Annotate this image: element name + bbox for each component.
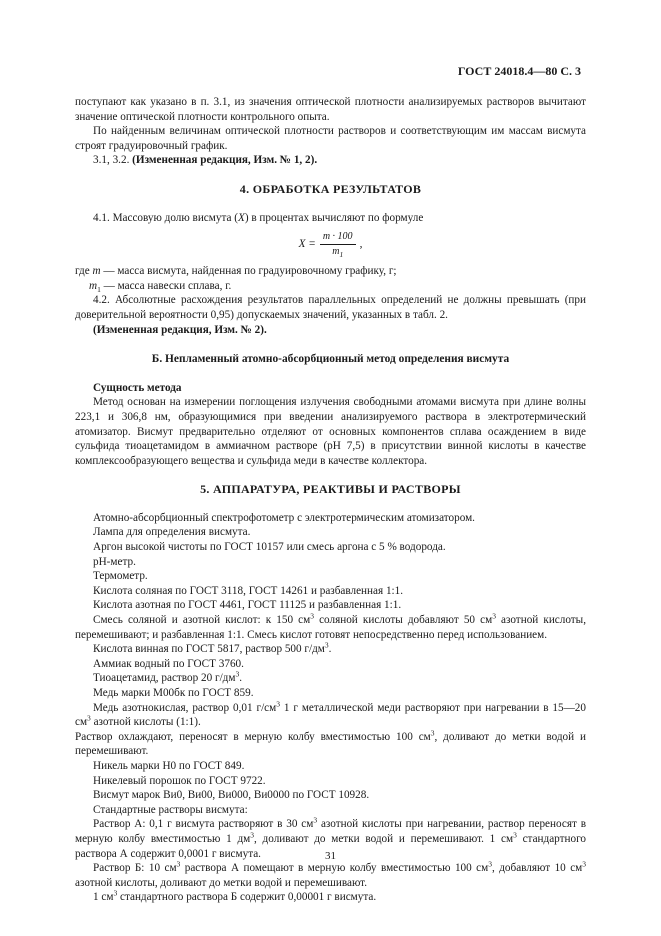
paragraph: Метод основан на измерении поглощения излучения свободными атомами висмута при длине волны 223,1 и 306,8 нм, образующимися при введении анализируемого раствора в электротермический атомизатор. Висмут предварительно отделяют от основных компонентов сплава осаждением в виде сульфида тиоацетамидом в аммиачном растворе (рН 7,5) в присутствии винной кислоты в качестве комплексообразующего вещества и сульфида меди в качестве коллектора. — [75, 396, 586, 467]
list-item: Тиоацетамид, раствор 20 $г/дм^3$. — [93, 669, 243, 685]
clause-4-2: 4.2. Абсолютные расхождения результатов параллельных определений не должны превышать (при доверительной вероятности 0,95) допускаемых значений, указанных в табл. 2. — [75, 294, 586, 321]
list-item: Атомно-абсорбционный спектрофотометр с электротермическим атомизатором. — [93, 511, 475, 524]
list-item: Кислота соляная по ГОСТ 3118, ГОСТ 14261 и разбавленная 1:1. — [93, 584, 404, 597]
amendment-note: 3.1, 3.2. (Измененная редакция, Изм. № 1, 2). — [93, 154, 318, 167]
list-item: Смесь соляной и азотной кислот: к 150 $см^3$ соляной кислоты добавляют 50 $см^3$ азотной кислоты, перемешивают; и разбавленная 1:1. Смесь кислот готовят непосредственно перед использованием. — [75, 611, 586, 641]
page-body — [75, 95, 586, 905]
section-heading-4: 4. ОБРАБОТКА РЕЗУЛЬТАТОВ — [239, 181, 422, 196]
amendment-note: (Измененная редакция, Изм. № 2). — [93, 323, 267, 336]
list-item: Стандартные растворы висмута: — [93, 803, 248, 816]
list-item: Никель марки Н0 по ГОСТ 849. — [93, 759, 245, 772]
list-item: рН-метр. — [93, 555, 136, 568]
formula: X = $\frac{m \cdot 100}{m_1}$ , — [298, 231, 363, 260]
list-item: Аммиак водный по ГОСТ 3760. — [93, 657, 244, 670]
list-item: Висмут марок Ви0, Ви00, Ви000, Ви0000 по ГОСТ 10928. — [93, 789, 370, 802]
solution-a: Раствор А: 0,1 г висмута растворяют в 30 $см^3$ азотной кислоты при нагревании, раствор переносят в мерную колбу вместимостью 1 $дм^3$, доливают до метки водой и перемешивают. 1 $см^3$ стандартного раствора А содержит 0,0001 г висмута. — [75, 815, 587, 860]
section-heading-5: 5. АППАРАТУРА, РЕАКТИВЫ И РАСТВОРЫ — [200, 482, 461, 497]
list-item: Никелевый порошок по ГОСТ 9722. — [93, 774, 266, 787]
variable-definition: $m_1$ — масса навески сплава, г. — [89, 279, 232, 294]
variable-definition: где m — масса висмута, найденная по градуировочному графику, г; — [75, 265, 397, 278]
subheading-essence: Сущность метода — [93, 381, 182, 394]
list-item: Лампа для определения висмута. — [93, 526, 251, 539]
method-b-heading: Б. Непламенный атомно-абсорбционный метод определения висмута — [151, 353, 510, 366]
solution-b: Раствор Б: 10 $см^3$ раствора А помещают в мерную колбу вместимостью 100 $см^3$, добавляют 10 $см^3$ азотной кислоты, доливают до метки водой и перемешивают. — [75, 859, 586, 889]
solution-b-content: 1 $см^3$ стандартного раствора Б содержит 0,00001 г висмута. — [93, 888, 377, 904]
list-item: Кислота винная по ГОСТ 5817, раствор 500 $г/дм^3$. — [93, 640, 332, 656]
clause-4-1: 4.1. Массовую долю висмута (X) в процентах вычисляют по формуле — [93, 211, 424, 224]
list-item: Медь марки М00бк по ГОСТ 859. — [93, 687, 254, 699]
paragraph: По найденным величинам оптической плотности растворов и соответствующим им массам висмута строят градуировочный график. — [75, 125, 586, 152]
paragraph: поступают как указано в п. 3.1, из значения оптической плотности анализируемых растворов вычитают значение оптической плотности контрольного опыта. — [75, 96, 586, 123]
equipment-list — [75, 511, 586, 613]
paragraph: Раствор охлаждают, переносят в мерную колбу вместимостью 100 $см^3$, доливают до метки водой и перемешивают. — [75, 728, 587, 758]
list-item: Аргон высокой чистоты по ГОСТ 10157 или смесь аргона с 5 % водорода. — [93, 541, 446, 554]
running-header: ГОСТ 24018.4—80 С. 3 — [457, 64, 581, 78]
list-item: Термометр. — [93, 570, 148, 583]
list-item: Кислота азотная по ГОСТ 4461, ГОСТ 11125 и разбавленная 1:1. — [93, 599, 402, 612]
list-item: Медь азотнокислая, раствор 0,01 $г/см^3$ 1 г металлической меди растворяют при нагревании в 15—20 $см^3$ азотной кислоты (1:1). — [75, 698, 586, 729]
page-number: 31 — [325, 850, 336, 862]
fraction: $\frac{m \cdot 100}{m_1}$ — [320, 231, 356, 258]
